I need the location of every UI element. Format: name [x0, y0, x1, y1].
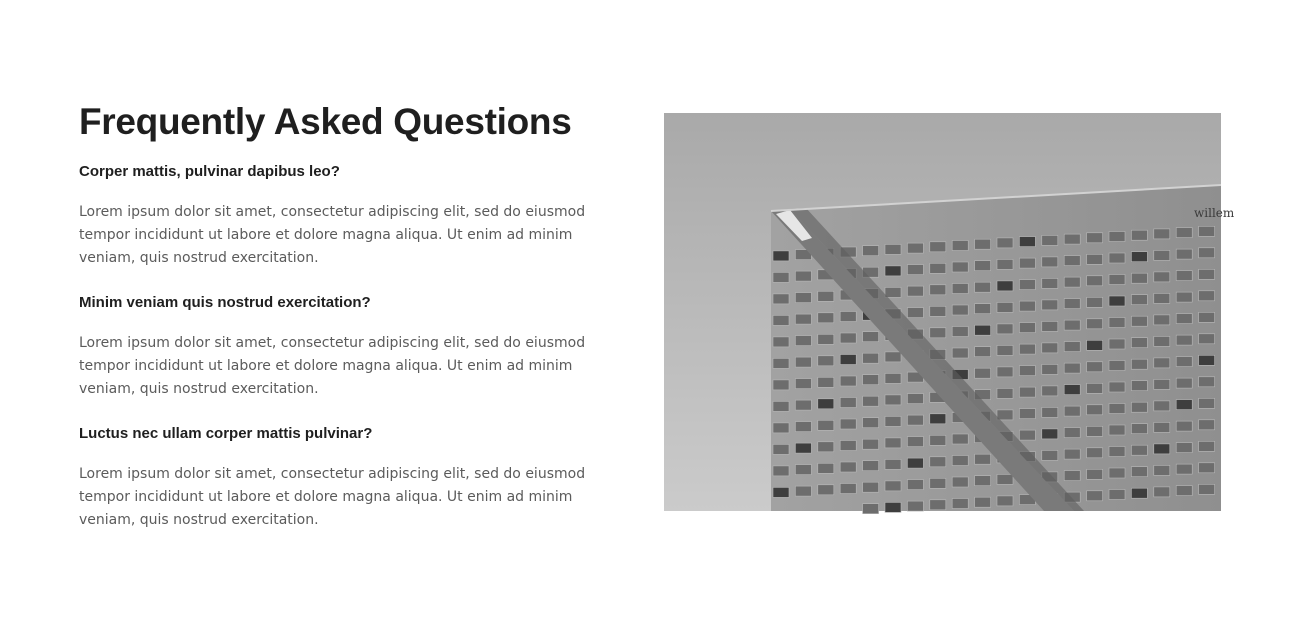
faq-section	[79, 100, 624, 532]
building-photo	[664, 113, 1235, 511]
faq-answer: Lorem ipsum dolor sit amet, consectetur adipiscing elit, sed do eiusmod tempor incididunt ut labore et dolore magna aliqua. Ut enim ad minim veniam, quis nostrud exercitation.	[79, 466, 586, 528]
faq-question: Minim veniam quis nostrud exercitation?	[79, 294, 371, 311]
building-sign: willem	[1194, 206, 1235, 220]
faq-item	[79, 162, 624, 270]
faq-answer: Lorem ipsum dolor sit amet, consectetur adipiscing elit, sed do eiusmod tempor incididunt ut labore et dolore magna aliqua. Ut enim ad minim veniam, quis nostrud exercitation.	[79, 335, 586, 397]
faq-question: Luctus nec ullam corper mattis pulvinar?	[79, 425, 373, 442]
faq-answer: Lorem ipsum dolor sit amet, consectetur adipiscing elit, sed do eiusmod tempor incididunt ut labore et dolore magna aliqua. Ut enim ad minim veniam, quis nostrud exercitation.	[79, 204, 586, 266]
page-title: Frequently Asked Questions	[79, 101, 572, 142]
faq-item	[79, 293, 624, 401]
faq-question: Corper mattis, pulvinar dapibus leo?	[79, 163, 340, 180]
faq-item	[79, 424, 624, 532]
